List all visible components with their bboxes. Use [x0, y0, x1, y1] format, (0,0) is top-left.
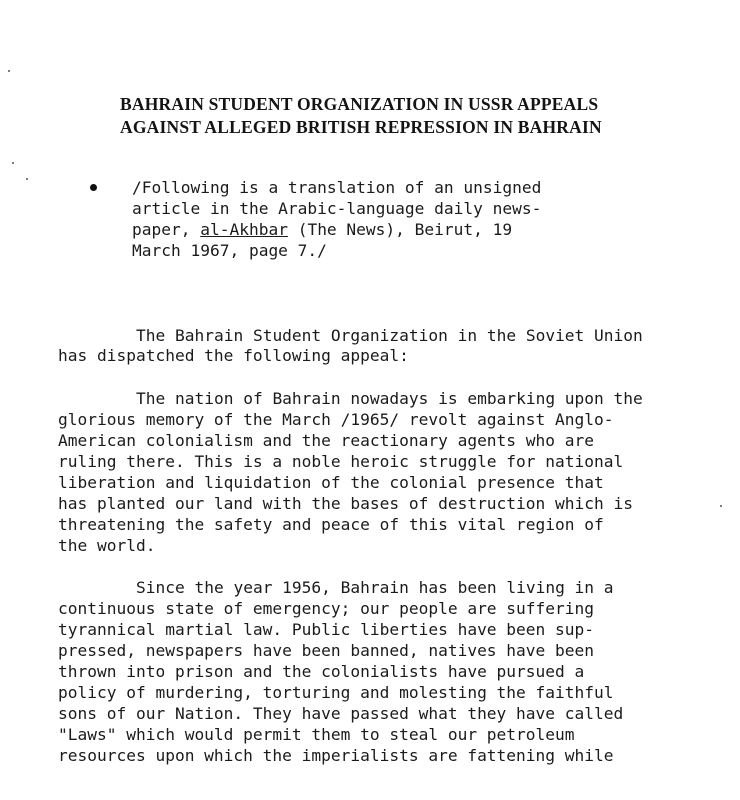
scan-speck: [26, 178, 28, 180]
translator-note-line-3: [132, 220, 512, 239]
paragraph-3-line: Since the year 1956, Bahrain has been living in a: [136, 578, 614, 597]
paragraph-1-line: The Bahrain Student Organization in the Soviet Union: [136, 326, 643, 345]
note-text: (The News), Beirut, 19: [287, 220, 513, 239]
paragraph-3-line: "Laws" which would permit them to steal our petroleum: [58, 725, 575, 744]
scan-speck: [12, 162, 14, 164]
paragraph-3-line: continuous state of emergency; our people are suffering: [58, 599, 595, 618]
translator-note-line-2: article in the Arabic-language daily news-: [132, 199, 542, 218]
translator-note-line-4: March 1967, page 7./: [132, 241, 327, 260]
paragraph-2-line: the world.: [58, 536, 156, 555]
paragraph-2-line: liberation and liquidation of the colonial presence that: [58, 473, 604, 492]
paragraph-3-line: tyrannical martial law. Public liberties have been sup-: [58, 620, 595, 639]
note-text: paper,: [132, 220, 201, 239]
translator-note-line-1: /Following is a translation of an unsigned: [132, 178, 542, 197]
newspaper-name: al-Akhbar: [200, 220, 288, 239]
paragraph-1-line: has dispatched the following appeal:: [58, 346, 409, 365]
paragraph-3-line: policy of murdering, torturing and molesting the faithful: [58, 683, 614, 702]
bullet-icon: [90, 184, 97, 191]
paragraph-2-line: ruling there. This is a noble heroic struggle for national: [58, 452, 624, 471]
paragraph-2-line: glorious memory of the March /1965/ revolt against Anglo-: [58, 410, 614, 429]
paragraph-2-line: American colonialism and the reactionary agents who are: [58, 431, 595, 450]
document-title-line-2: AGAINST ALLEGED BRITISH REPRESSION IN BAHRAIN: [120, 117, 602, 137]
paragraph-2-line: The nation of Bahrain nowadays is embarking upon the: [136, 389, 643, 408]
paragraph-3-line: sons of our Nation. They have passed what they have called: [58, 704, 624, 723]
paragraph-3-line: pressed, newspapers have been banned, natives have been: [58, 641, 595, 660]
document-title-line-1: BAHRAIN STUDENT ORGANIZATION IN USSR APPEALS: [120, 94, 599, 114]
scan-speck: [8, 70, 10, 72]
scan-speck: [720, 505, 722, 507]
paragraph-3-line: thrown into prison and the colonialists have pursued a: [58, 662, 585, 681]
paragraph-3-line: resources upon which the imperialists are fattening while: [58, 746, 614, 765]
paragraph-2-line: has planted our land with the bases of destruction which is: [58, 494, 633, 513]
paragraph-2-line: threatening the safety and peace of this vital region of: [58, 515, 604, 534]
